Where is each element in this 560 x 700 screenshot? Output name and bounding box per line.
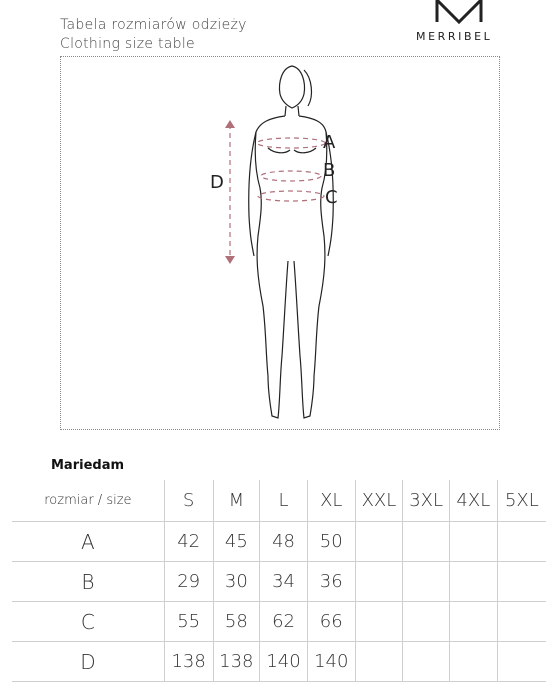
table-cell xyxy=(403,562,450,602)
size-col-header: 5XL xyxy=(497,480,546,522)
size-col-header: XL xyxy=(307,480,355,522)
table-cell: 45 xyxy=(213,522,260,562)
table-cell xyxy=(449,562,497,602)
table-cell: 30 xyxy=(213,562,260,602)
row-label: C xyxy=(12,602,164,642)
table-cell: 140 xyxy=(307,642,355,682)
measurement-lines xyxy=(230,124,325,261)
label-d: D xyxy=(210,172,224,193)
table-cell: 48 xyxy=(260,522,308,562)
label-b: B xyxy=(323,160,336,181)
table-cell: 42 xyxy=(164,522,213,562)
title-english: Clothing size table xyxy=(60,36,195,52)
table-row xyxy=(12,602,546,642)
body-measurement-figure xyxy=(60,56,500,430)
size-col-header: 3XL xyxy=(403,480,450,522)
table-cell: 138 xyxy=(213,642,260,682)
table-cell xyxy=(355,642,403,682)
size-table xyxy=(12,480,546,682)
table-cell: 55 xyxy=(164,602,213,642)
table-cell xyxy=(497,522,546,562)
table-cell xyxy=(449,522,497,562)
size-col-header: L xyxy=(260,480,308,522)
table-cell xyxy=(497,602,546,642)
size-col-header: S xyxy=(164,480,213,522)
table-cell xyxy=(449,642,497,682)
table-cell xyxy=(497,562,546,602)
table-row xyxy=(12,522,546,562)
table-cell: 62 xyxy=(260,602,308,642)
size-col-header: M xyxy=(213,480,260,522)
table-cell xyxy=(355,602,403,642)
product-name: Mariedam xyxy=(51,458,125,473)
table-cell: 34 xyxy=(260,562,308,602)
table-cell: 58 xyxy=(213,602,260,642)
table-cell: 50 xyxy=(307,522,355,562)
table-cell xyxy=(403,602,450,642)
size-header-label: rozmiar / size xyxy=(12,480,164,522)
label-a: A xyxy=(323,132,336,153)
table-cell: 140 xyxy=(260,642,308,682)
table-cell xyxy=(355,522,403,562)
table-cell: 138 xyxy=(164,642,213,682)
table-cell xyxy=(403,522,450,562)
label-c: C xyxy=(325,187,338,208)
table-cell: 36 xyxy=(307,562,355,602)
table-row xyxy=(12,562,546,602)
brand-logo-mark xyxy=(433,0,485,26)
row-label: B xyxy=(12,562,164,602)
size-col-header: XXL xyxy=(355,480,403,522)
row-label: D xyxy=(12,642,164,682)
table-cell xyxy=(449,602,497,642)
row-label: A xyxy=(12,522,164,562)
table-row xyxy=(12,642,546,682)
table-cell xyxy=(403,642,450,682)
body-silhouette xyxy=(249,66,336,418)
size-col-header: 4XL xyxy=(449,480,497,522)
table-cell xyxy=(355,562,403,602)
title-polish: Tabela rozmiarów odzieży xyxy=(60,17,247,33)
table-cell: 29 xyxy=(164,562,213,602)
size-header-row xyxy=(12,480,546,522)
table-cell xyxy=(497,642,546,682)
brand-name: MERRIBEL xyxy=(416,30,493,43)
table-cell: 66 xyxy=(307,602,355,642)
